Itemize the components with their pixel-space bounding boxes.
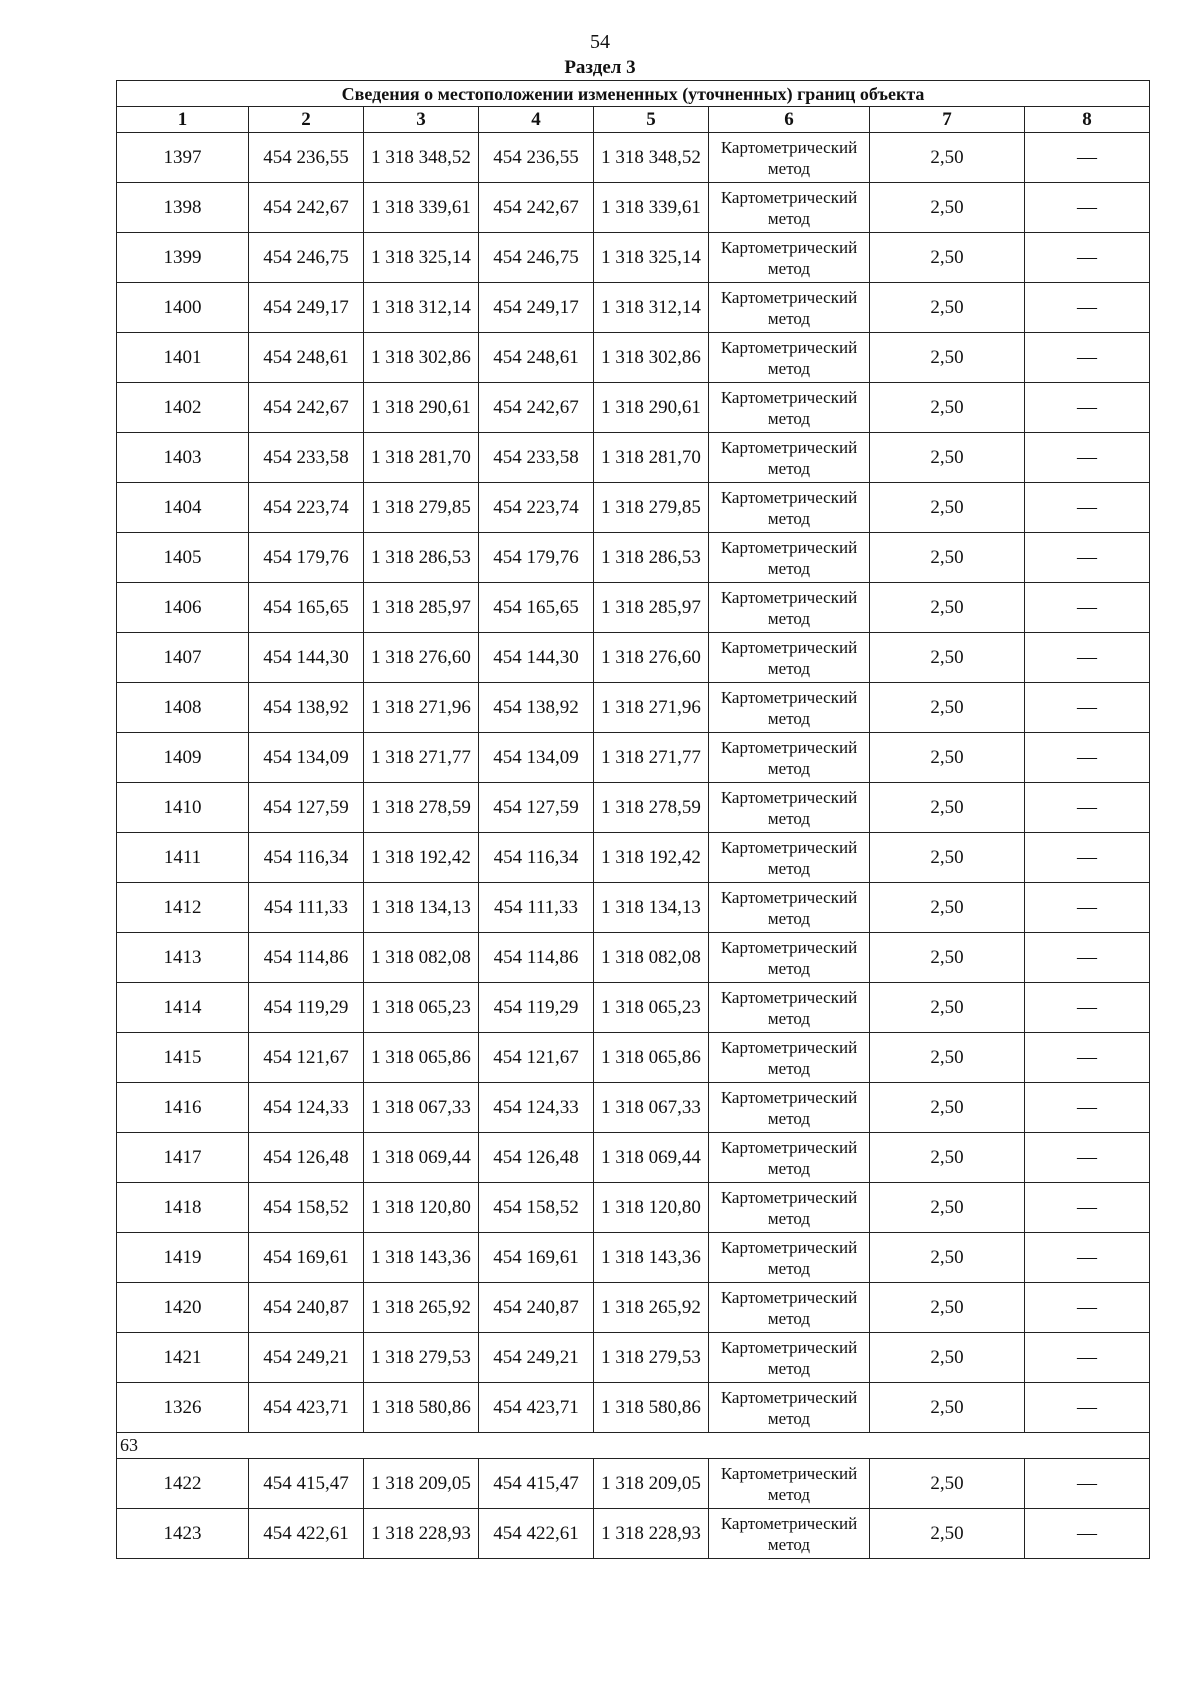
accuracy-cell: 2,50 <box>870 483 1025 533</box>
description-cell: — <box>1025 1283 1150 1333</box>
point-number-cell: 1411 <box>117 833 249 883</box>
y-new-cell: 1 318 279,53 <box>594 1333 709 1383</box>
y-new-cell: 1 318 290,61 <box>594 383 709 433</box>
description-cell: — <box>1025 433 1150 483</box>
y-existing-cell: 1 318 286,53 <box>364 533 479 583</box>
column-header-3: 3 <box>364 107 479 133</box>
point-number-cell: 1400 <box>117 283 249 333</box>
accuracy-cell: 2,50 <box>870 883 1025 933</box>
accuracy-cell: 2,50 <box>870 1383 1025 1433</box>
table-row <box>117 983 1150 1033</box>
table-row <box>117 433 1150 483</box>
point-number-cell: 1421 <box>117 1333 249 1383</box>
table-row <box>117 533 1150 583</box>
y-new-cell: 1 318 067,33 <box>594 1083 709 1133</box>
y-existing-cell: 1 318 302,86 <box>364 333 479 383</box>
y-new-cell: 1 318 228,93 <box>594 1509 709 1559</box>
table-row <box>117 633 1150 683</box>
y-new-cell: 1 318 285,97 <box>594 583 709 633</box>
y-new-cell: 1 318 143,36 <box>594 1233 709 1283</box>
point-number-cell: 1420 <box>117 1283 249 1333</box>
method-cell: Картометрический метод <box>709 683 870 733</box>
table-row <box>117 1233 1150 1283</box>
x-existing-cell: 454 233,58 <box>249 433 364 483</box>
x-existing-cell: 454 127,59 <box>249 783 364 833</box>
x-existing-cell: 454 249,17 <box>249 283 364 333</box>
table-row <box>117 1083 1150 1133</box>
point-number-cell: 1415 <box>117 1033 249 1083</box>
accuracy-cell: 2,50 <box>870 1509 1025 1559</box>
accuracy-cell: 2,50 <box>870 1233 1025 1283</box>
table-row <box>117 883 1150 933</box>
x-existing-cell: 454 242,67 <box>249 383 364 433</box>
description-cell: — <box>1025 883 1150 933</box>
x-new-cell: 454 121,67 <box>479 1033 594 1083</box>
point-number-cell: 1423 <box>117 1509 249 1559</box>
description-cell: — <box>1025 1509 1150 1559</box>
y-existing-cell: 1 318 120,80 <box>364 1183 479 1233</box>
point-number-cell: 1416 <box>117 1083 249 1133</box>
y-new-cell: 1 318 065,86 <box>594 1033 709 1083</box>
description-cell: — <box>1025 233 1150 283</box>
point-number-cell: 1404 <box>117 483 249 533</box>
accuracy-cell: 2,50 <box>870 683 1025 733</box>
accuracy-cell: 2,50 <box>870 783 1025 833</box>
method-cell: Картометрический метод <box>709 933 870 983</box>
y-existing-cell: 1 318 285,97 <box>364 583 479 633</box>
point-number-cell: 1412 <box>117 883 249 933</box>
column-header-4: 4 <box>479 107 594 133</box>
x-existing-cell: 454 124,33 <box>249 1083 364 1133</box>
method-cell: Картометрический метод <box>709 433 870 483</box>
method-cell: Картометрический метод <box>709 1383 870 1433</box>
y-existing-cell: 1 318 271,77 <box>364 733 479 783</box>
description-cell: — <box>1025 733 1150 783</box>
description-cell: — <box>1025 1233 1150 1283</box>
x-new-cell: 454 116,34 <box>479 833 594 883</box>
x-existing-cell: 454 240,87 <box>249 1283 364 1333</box>
point-number-cell: 1422 <box>117 1459 249 1509</box>
x-existing-cell: 454 138,92 <box>249 683 364 733</box>
accuracy-cell: 2,50 <box>870 283 1025 333</box>
y-existing-cell: 1 318 082,08 <box>364 933 479 983</box>
y-existing-cell: 1 318 065,86 <box>364 1033 479 1083</box>
section-title: Раздел 3 <box>564 57 636 78</box>
y-new-cell: 1 318 192,42 <box>594 833 709 883</box>
x-existing-cell: 454 119,29 <box>249 983 364 1033</box>
x-new-cell: 454 165,65 <box>479 583 594 633</box>
x-new-cell: 454 248,61 <box>479 333 594 383</box>
table-row <box>117 333 1150 383</box>
column-header-7: 7 <box>870 107 1025 133</box>
method-cell: Картометрический метод <box>709 833 870 883</box>
x-new-cell: 454 422,61 <box>479 1509 594 1559</box>
table-row <box>117 483 1150 533</box>
y-existing-cell: 1 318 348,52 <box>364 133 479 183</box>
point-number-cell: 1418 <box>117 1183 249 1233</box>
table-row <box>117 133 1150 183</box>
description-cell: — <box>1025 1133 1150 1183</box>
method-cell: Картометрический метод <box>709 1283 870 1333</box>
x-existing-cell: 454 144,30 <box>249 633 364 683</box>
x-existing-cell: 454 423,71 <box>249 1383 364 1433</box>
table-row <box>117 783 1150 833</box>
x-existing-cell: 454 248,61 <box>249 333 364 383</box>
description-cell: — <box>1025 1333 1150 1383</box>
point-number-cell: 1402 <box>117 383 249 433</box>
description-cell: — <box>1025 183 1150 233</box>
method-cell: Картометрический метод <box>709 983 870 1033</box>
x-existing-cell: 454 158,52 <box>249 1183 364 1233</box>
y-existing-cell: 1 318 339,61 <box>364 183 479 233</box>
point-number-cell: 1405 <box>117 533 249 583</box>
description-cell: — <box>1025 1459 1150 1509</box>
table-row <box>117 583 1150 633</box>
method-cell: Картометрический метод <box>709 133 870 183</box>
method-cell: Картометрический метод <box>709 1509 870 1559</box>
method-cell: Картометрический метод <box>709 733 870 783</box>
accuracy-cell: 2,50 <box>870 433 1025 483</box>
x-new-cell: 454 138,92 <box>479 683 594 733</box>
y-existing-cell: 1 318 278,59 <box>364 783 479 833</box>
table-row <box>117 183 1150 233</box>
description-cell: — <box>1025 133 1150 183</box>
method-cell: Картометрический метод <box>709 183 870 233</box>
x-existing-cell: 454 111,33 <box>249 883 364 933</box>
y-new-cell: 1 318 069,44 <box>594 1133 709 1183</box>
description-cell: — <box>1025 333 1150 383</box>
point-number-cell: 1403 <box>117 433 249 483</box>
description-cell: — <box>1025 1383 1150 1433</box>
method-cell: Картометрический метод <box>709 1459 870 1509</box>
accuracy-cell: 2,50 <box>870 1033 1025 1083</box>
x-existing-cell: 454 165,65 <box>249 583 364 633</box>
method-cell: Картометрический метод <box>709 1133 870 1183</box>
point-number-cell: 1399 <box>117 233 249 283</box>
x-new-cell: 454 134,09 <box>479 733 594 783</box>
y-new-cell: 1 318 271,96 <box>594 683 709 733</box>
x-new-cell: 454 415,47 <box>479 1459 594 1509</box>
accuracy-cell: 2,50 <box>870 183 1025 233</box>
x-existing-cell: 454 114,86 <box>249 933 364 983</box>
y-existing-cell: 1 318 276,60 <box>364 633 479 683</box>
table-row <box>117 383 1150 433</box>
x-new-cell: 454 249,17 <box>479 283 594 333</box>
y-existing-cell: 1 318 209,05 <box>364 1459 479 1509</box>
y-existing-cell: 1 318 143,36 <box>364 1233 479 1283</box>
column-header-6: 6 <box>709 107 870 133</box>
x-existing-cell: 454 223,74 <box>249 483 364 533</box>
description-cell: — <box>1025 583 1150 633</box>
description-cell: — <box>1025 533 1150 583</box>
method-cell: Картометрический метод <box>709 1183 870 1233</box>
accuracy-cell: 2,50 <box>870 1333 1025 1383</box>
table-row <box>117 233 1150 283</box>
y-new-cell: 1 318 286,53 <box>594 533 709 583</box>
y-existing-cell: 1 318 067,33 <box>364 1083 479 1133</box>
y-new-cell: 1 318 082,08 <box>594 933 709 983</box>
x-existing-cell: 454 249,21 <box>249 1333 364 1383</box>
y-new-cell: 1 318 134,13 <box>594 883 709 933</box>
method-cell: Картометрический метод <box>709 783 870 833</box>
y-new-cell: 1 318 065,23 <box>594 983 709 1033</box>
method-cell: Картометрический метод <box>709 483 870 533</box>
y-new-cell: 1 318 325,14 <box>594 233 709 283</box>
accuracy-cell: 2,50 <box>870 733 1025 783</box>
y-new-cell: 1 318 279,85 <box>594 483 709 533</box>
y-existing-cell: 1 318 325,14 <box>364 233 479 283</box>
y-new-cell: 1 318 278,59 <box>594 783 709 833</box>
x-new-cell: 454 126,48 <box>479 1133 594 1183</box>
x-existing-cell: 454 169,61 <box>249 1233 364 1283</box>
accuracy-cell: 2,50 <box>870 583 1025 633</box>
table-row <box>117 833 1150 883</box>
point-number-cell: 1419 <box>117 1233 249 1283</box>
table-row <box>117 683 1150 733</box>
method-cell: Картометрический метод <box>709 1233 870 1283</box>
point-number-cell: 1407 <box>117 633 249 683</box>
y-existing-cell: 1 318 312,14 <box>364 283 479 333</box>
x-existing-cell: 454 236,55 <box>249 133 364 183</box>
method-cell: Картометрический метод <box>709 233 870 283</box>
y-new-cell: 1 318 120,80 <box>594 1183 709 1233</box>
table-row <box>117 1509 1150 1559</box>
method-cell: Картометрический метод <box>709 583 870 633</box>
table-row <box>117 1133 1150 1183</box>
y-existing-cell: 1 318 279,85 <box>364 483 479 533</box>
method-cell: Картометрический метод <box>709 533 870 583</box>
table-row <box>117 1459 1150 1509</box>
point-number-cell: 1408 <box>117 683 249 733</box>
column-header-8: 8 <box>1025 107 1150 133</box>
x-new-cell: 454 242,67 <box>479 383 594 433</box>
point-number-cell: 1401 <box>117 333 249 383</box>
x-new-cell: 454 223,74 <box>479 483 594 533</box>
y-existing-cell: 1 318 271,96 <box>364 683 479 733</box>
page-number: 54 <box>590 31 610 53</box>
method-cell: Картометрический метод <box>709 1083 870 1133</box>
y-existing-cell: 1 318 265,92 <box>364 1283 479 1333</box>
description-cell: — <box>1025 1183 1150 1233</box>
x-new-cell: 454 246,75 <box>479 233 594 283</box>
point-number-cell: 1414 <box>117 983 249 1033</box>
x-new-cell: 454 179,76 <box>479 533 594 583</box>
description-cell: — <box>1025 633 1150 683</box>
boundary-coordinates-table <box>116 80 1150 1559</box>
x-existing-cell: 454 242,67 <box>249 183 364 233</box>
table-row <box>117 1183 1150 1233</box>
x-existing-cell: 454 134,09 <box>249 733 364 783</box>
point-number-cell: 1397 <box>117 133 249 183</box>
table-row <box>117 933 1150 983</box>
x-new-cell: 454 169,61 <box>479 1233 594 1283</box>
table-row <box>117 1333 1150 1383</box>
table-row <box>117 1283 1150 1333</box>
accuracy-cell: 2,50 <box>870 1133 1025 1183</box>
y-new-cell: 1 318 281,70 <box>594 433 709 483</box>
y-existing-cell: 1 318 069,44 <box>364 1133 479 1183</box>
table-row <box>117 733 1150 783</box>
column-header-2: 2 <box>249 107 364 133</box>
method-cell: Картометрический метод <box>709 333 870 383</box>
x-new-cell: 454 236,55 <box>479 133 594 183</box>
y-existing-cell: 1 318 134,13 <box>364 883 479 933</box>
y-existing-cell: 1 318 580,86 <box>364 1383 479 1433</box>
x-existing-cell: 454 415,47 <box>249 1459 364 1509</box>
description-cell: — <box>1025 983 1150 1033</box>
x-existing-cell: 454 116,34 <box>249 833 364 883</box>
x-existing-cell: 454 126,48 <box>249 1133 364 1183</box>
x-new-cell: 454 124,33 <box>479 1083 594 1133</box>
accuracy-cell: 2,50 <box>870 983 1025 1033</box>
accuracy-cell: 2,50 <box>870 633 1025 683</box>
accuracy-cell: 2,50 <box>870 1083 1025 1133</box>
table-body <box>117 133 1150 1559</box>
column-header-row <box>117 107 1150 133</box>
point-number-cell: 1398 <box>117 183 249 233</box>
description-cell: — <box>1025 683 1150 733</box>
x-new-cell: 454 111,33 <box>479 883 594 933</box>
x-existing-cell: 454 121,67 <box>249 1033 364 1083</box>
point-number-cell: 1413 <box>117 933 249 983</box>
accuracy-cell: 2,50 <box>870 333 1025 383</box>
y-existing-cell: 1 318 290,61 <box>364 383 479 433</box>
y-existing-cell: 1 318 192,42 <box>364 833 479 883</box>
point-number-cell: 1406 <box>117 583 249 633</box>
y-new-cell: 1 318 348,52 <box>594 133 709 183</box>
y-existing-cell: 1 318 279,53 <box>364 1333 479 1383</box>
y-new-cell: 1 318 209,05 <box>594 1459 709 1509</box>
point-number-cell: 1410 <box>117 783 249 833</box>
x-existing-cell: 454 246,75 <box>249 233 364 283</box>
x-new-cell: 454 144,30 <box>479 633 594 683</box>
method-cell: Картометрический метод <box>709 383 870 433</box>
description-cell: — <box>1025 383 1150 433</box>
y-new-cell: 1 318 312,14 <box>594 283 709 333</box>
y-new-cell: 1 318 339,61 <box>594 183 709 233</box>
x-new-cell: 454 114,86 <box>479 933 594 983</box>
y-new-cell: 1 318 302,86 <box>594 333 709 383</box>
accuracy-cell: 2,50 <box>870 233 1025 283</box>
x-new-cell: 454 233,58 <box>479 433 594 483</box>
y-existing-cell: 1 318 281,70 <box>364 433 479 483</box>
accuracy-cell: 2,50 <box>870 383 1025 433</box>
accuracy-cell: 2,50 <box>870 1283 1025 1333</box>
table-row <box>117 283 1150 333</box>
description-cell: — <box>1025 783 1150 833</box>
x-new-cell: 454 249,21 <box>479 1333 594 1383</box>
accuracy-cell: 2,50 <box>870 933 1025 983</box>
description-cell: — <box>1025 1083 1150 1133</box>
table-caption: Сведения о местоположении измененных (уточненных) границ объекта <box>117 81 1150 107</box>
x-new-cell: 454 423,71 <box>479 1383 594 1433</box>
accuracy-cell: 2,50 <box>870 1459 1025 1509</box>
accuracy-cell: 2,50 <box>870 133 1025 183</box>
accuracy-cell: 2,50 <box>870 533 1025 583</box>
x-new-cell: 454 119,29 <box>479 983 594 1033</box>
method-cell: Картометрический метод <box>709 1333 870 1383</box>
x-existing-cell: 454 422,61 <box>249 1509 364 1559</box>
y-new-cell: 1 318 276,60 <box>594 633 709 683</box>
table-row <box>117 1383 1150 1433</box>
table-row <box>117 1033 1150 1083</box>
y-new-cell: 1 318 265,92 <box>594 1283 709 1333</box>
method-cell: Картометрический метод <box>709 283 870 333</box>
x-existing-cell: 454 179,76 <box>249 533 364 583</box>
description-cell: — <box>1025 1033 1150 1083</box>
y-new-cell: 1 318 580,86 <box>594 1383 709 1433</box>
method-cell: Картометрический метод <box>709 883 870 933</box>
description-cell: — <box>1025 283 1150 333</box>
contour-group-row <box>117 1433 1150 1459</box>
description-cell: — <box>1025 933 1150 983</box>
x-new-cell: 454 240,87 <box>479 1283 594 1333</box>
point-number-cell: 1409 <box>117 733 249 783</box>
point-number-cell: 1326 <box>117 1383 249 1433</box>
x-new-cell: 454 127,59 <box>479 783 594 833</box>
column-header-1: 1 <box>117 107 249 133</box>
contour-number: 63 <box>117 1433 1150 1459</box>
description-cell: — <box>1025 833 1150 883</box>
method-cell: Картометрический метод <box>709 633 870 683</box>
accuracy-cell: 2,50 <box>870 833 1025 883</box>
description-cell: — <box>1025 483 1150 533</box>
point-number-cell: 1417 <box>117 1133 249 1183</box>
accuracy-cell: 2,50 <box>870 1183 1025 1233</box>
column-header-5: 5 <box>594 107 709 133</box>
y-existing-cell: 1 318 065,23 <box>364 983 479 1033</box>
y-new-cell: 1 318 271,77 <box>594 733 709 783</box>
x-new-cell: 454 158,52 <box>479 1183 594 1233</box>
y-existing-cell: 1 318 228,93 <box>364 1509 479 1559</box>
x-new-cell: 454 242,67 <box>479 183 594 233</box>
method-cell: Картометрический метод <box>709 1033 870 1083</box>
